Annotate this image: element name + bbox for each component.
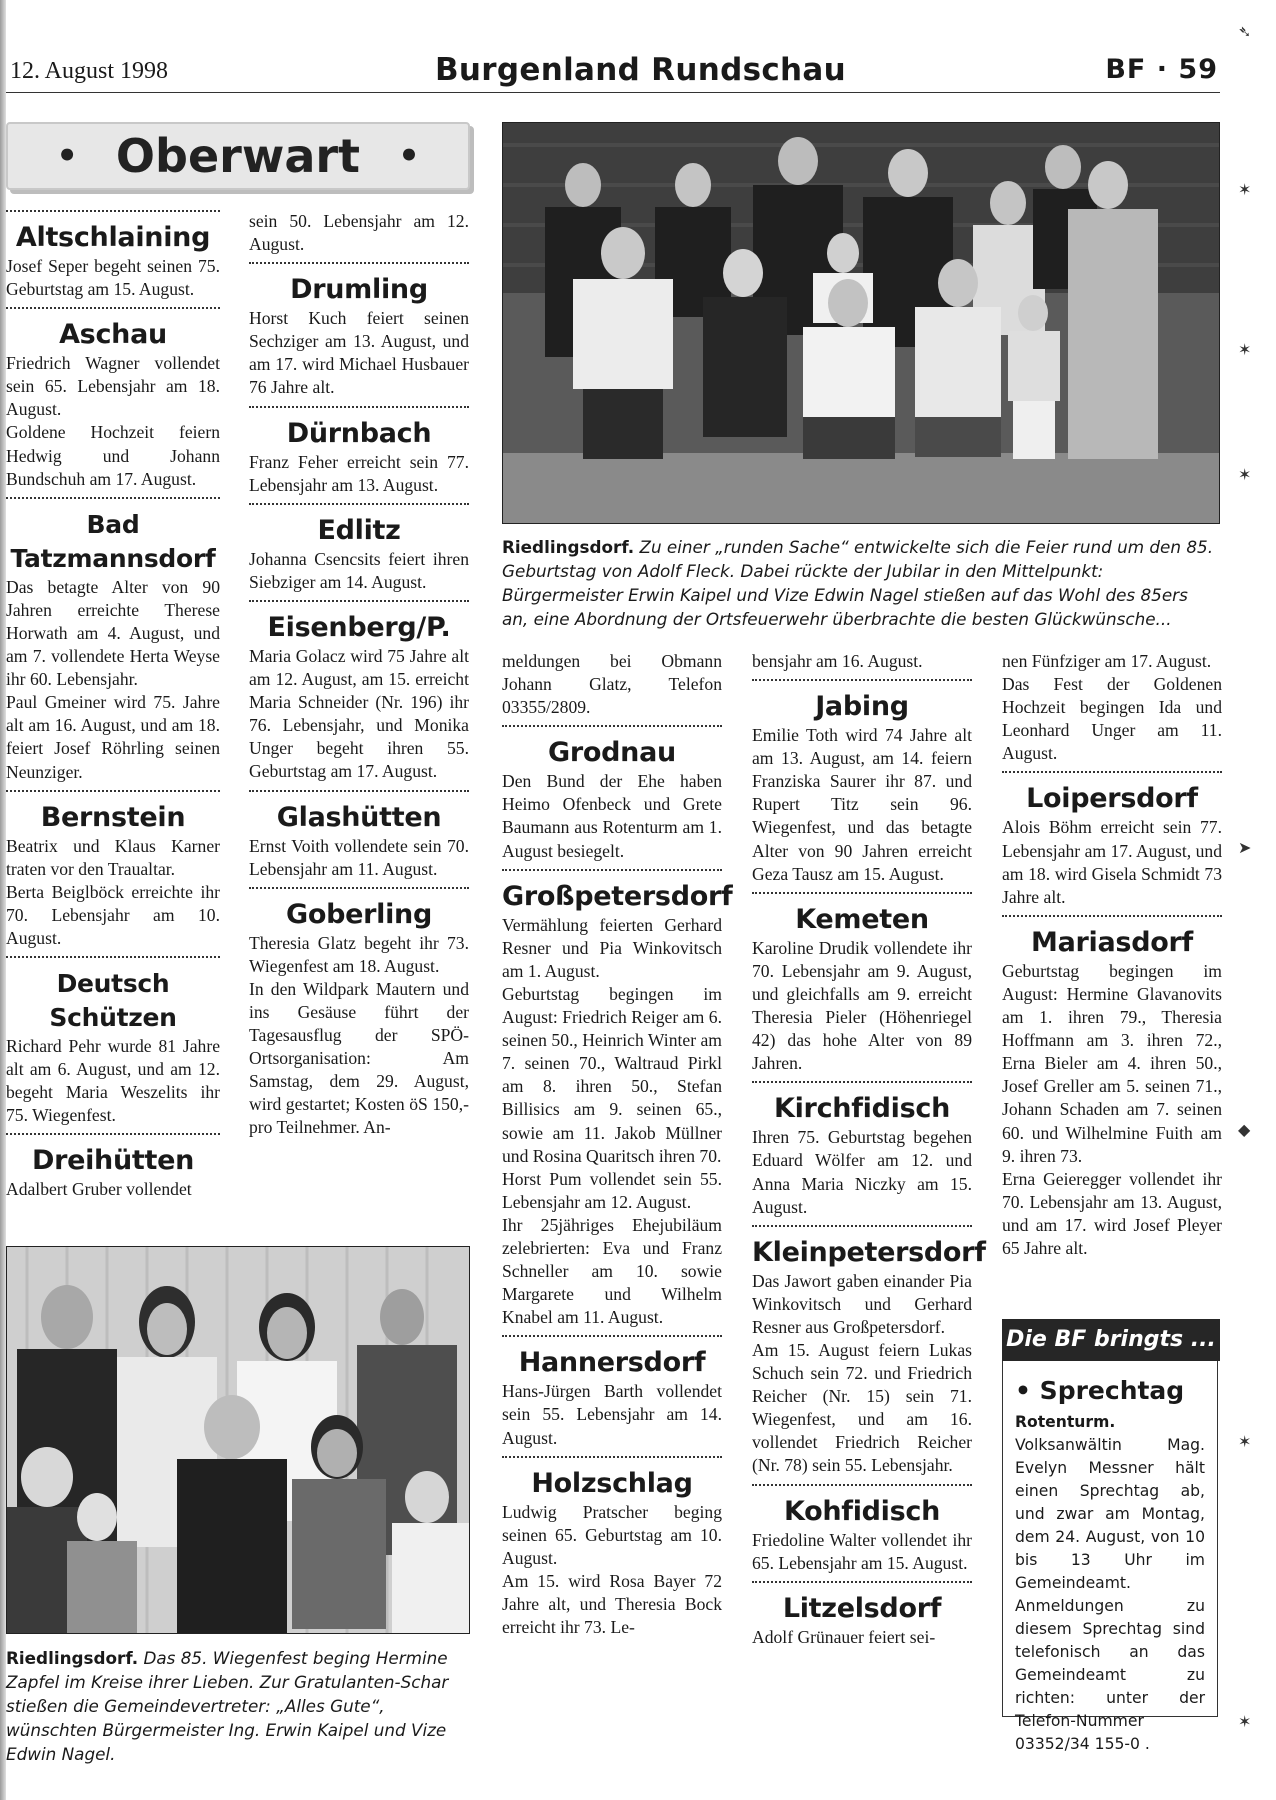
caption-place: Riedlingsdorf. — [502, 537, 635, 557]
margin-mark: ✶ — [1238, 1434, 1252, 1451]
town-news: Johanna Csencsits feiert ihren Siebziger am 14. August. — [249, 548, 469, 592]
town-heading: Dreihütten — [6, 1133, 220, 1178]
town-news: Adolf Grünauer feiert sei- — [752, 1626, 936, 1647]
town-news: Am 15. August feiern Lukas Schuch sein 72. und Friedrich Reicher (Nr. 15) sein 71. Wiegenfest, und am 16. vollendet Friedrich Reicher (Nr. 78) sein 55. Lebensjahr. — [752, 1339, 972, 1476]
town-news: Josef Seper begeht seinen 75. Geburtstag am 15. August. — [6, 256, 220, 300]
group-photo-fleck — [502, 122, 1220, 524]
town-news: Maria Golacz wird 75 Jahre alt am 12. August, am 15. erreicht Maria Schneider (Nr. 196) ihr 76. Lebensjahr, und Monika Unger begeht ihren 55. Geburtstag am 17. August. — [249, 645, 469, 782]
town-news: Richard Pehr wurde 81 Jahre alt am 6. August, und am 12. begeht Maria Weszelits ihr 75. Wiegenfest. — [6, 1036, 220, 1126]
page-number: BF · 59 — [1105, 54, 1218, 85]
town-news: Emilie Toth wird 74 Jahre alt am 13. August, am 14. feiern Franziska Saurer ihr 87. und Rupert Titz sein 96. Wiegenfest, und das betagte Alter von 90 Jahren erreicht Geza Tausz am 15. August. — [752, 725, 972, 884]
town-news: Vermählung feierten Gerhard Resner und Pia Winkovitsch am 1. August. — [502, 914, 722, 981]
town-news: Goldene Hochzeit feiern Hedwig und Johann Bundschuh am 17. August. — [6, 422, 220, 489]
infobox-body: Volksanwältin Mag. Evelyn Messner hält einen Sprechtag ab, und zwar am Montag, dem 24. August, von 10 bis 13 Uhr im Gemeindeamt. Anmeldungen zu diesem Sprechtag sind telefonisch an das Gemeindeamt zu richten: unter der Telefon-Nummer 03352/34 155-0 . — [1015, 1436, 1205, 1753]
town-news: Erna Geieregger vollendet ihr 70. Lebensjahr am 13. August, und am 17. wird Josef Pleyer 65 Jahre alt. — [1002, 1168, 1222, 1258]
town-news: Das betagte Alter von 90 Jahren erreichte Therese Horwath am 4. August, und am 7. vollendete Herta Weyse ihr 60. Lebensjahr. — [6, 576, 220, 690]
column-2 — [249, 210, 469, 1140]
infobox-header: Die BF bringts ... — [1002, 1319, 1220, 1361]
group-photo-zapfel — [6, 1246, 470, 1634]
town-heading: Großpetersdorf — [502, 869, 722, 914]
region-banner — [6, 122, 470, 190]
town-heading: Dürnbach — [249, 406, 469, 451]
column-1 — [6, 210, 220, 1202]
town-heading: Deutsch Schützen — [6, 956, 220, 1035]
region-title: Oberwart — [115, 129, 361, 183]
town-heading: Edlitz — [249, 503, 469, 548]
town-heading: Hannersdorf — [502, 1335, 722, 1380]
caption-text: Zu einer „runden Sache“ entwickelte sich die Feier rund um den 85. Geburtstag von Adolf Fleck. Dabei rückte der Jubilar in den Mittelpunkt: Bürgermeister Erwin Kaipel und Vize Edwin Nagel stießen auf das Wohl des 85ers an, eine Abordnung der Ortsfeuerwehr überbrachte die besten Glückwünsche... — [502, 537, 1214, 629]
column-5 — [1002, 650, 1222, 1260]
town-news: Das Jawort gaben einander Pia Winkovitsch und Gerhard Resner aus Großpetersdorf. — [752, 1270, 972, 1337]
town-heading: Drumling — [249, 262, 469, 307]
photo-image — [503, 123, 1219, 523]
town-heading: Altschlaining — [6, 210, 220, 255]
margin-mark: ✶ — [1238, 467, 1252, 484]
margin-mark: ✶ — [1238, 1714, 1252, 1731]
town-news: Franz Feher erreicht sein 77. Lebensjahr am 13. August. — [249, 451, 469, 495]
town-heading: Grodnau — [502, 725, 722, 770]
town-heading: Kirchfidisch — [752, 1081, 972, 1126]
town-news: In den Wildpark Mautern und ins Gesäuse führt der Tagesausflug der SPÖ-Ortsorganisation: Am Samstag, dem 29. August, wird gestartet; Kosten öS 150,- pro Teilnehmer. An- — [249, 978, 469, 1138]
margin-mark: ✶ — [1238, 342, 1252, 359]
continued-text: meldungen bei Obmann Johann Glatz, Telefon 03355/2809. — [502, 651, 722, 718]
header-rule — [6, 92, 1220, 93]
town-heading: Eisenberg/P. — [249, 600, 469, 645]
town-heading: Mariasdorf — [1002, 915, 1222, 960]
town-heading: Holzschlag — [502, 1456, 722, 1501]
margin-mark: ➴ — [1238, 24, 1252, 41]
town-news: Hans-Jürgen Barth vollendet sein 55. Lebensjahr am 14. August. — [502, 1381, 722, 1448]
town-news: Beatrix und Klaus Karner traten vor den Traualtar. — [6, 835, 220, 879]
continued-text: nen Fünfziger am 17. August. — [1002, 651, 1212, 671]
town-news: Karoline Drudik vollendete ihr 70. Lebensjahr am 9. August, und gleichfalls am 9. erreicht Theresia Pieler (Höhenriegel 42) das hohe Alter von 89 Jahren. — [752, 937, 972, 1074]
town-news: Alois Böhm erreicht sein 77. Lebensjahr am 17. August, und am 18. wird Gisela Schmidt 73 Jahre alt. — [1002, 817, 1222, 907]
margin-mark: ◆ — [1238, 1122, 1251, 1139]
banner-dot-right: • — [398, 136, 420, 176]
town-news: Adalbert Gruber vollendet — [6, 1179, 192, 1200]
caption-place: Riedlingsdorf. — [6, 1648, 139, 1668]
town-heading: Kleinpetersdorf — [752, 1225, 972, 1270]
continued-text: bensjahr am 16. August. — [752, 651, 923, 671]
town-news: Den Bund der Ehe haben Heimo Ofenbeck und Grete Baumann aus Rotenturm am 1. August besiegelt. — [502, 771, 722, 861]
photo-image — [7, 1247, 469, 1633]
town-news: Horst Pum vollendet sein 55. Lebensjahr am 12. August. — [502, 1168, 722, 1212]
town-heading: Loipersdorf — [1002, 771, 1222, 816]
column-3 — [502, 650, 733, 1639]
continued-text: sein 50. Lebensjahr am 12. August. — [249, 211, 469, 255]
photo-caption-zapfel — [6, 1646, 468, 1766]
town-news: Berta Beiglböck erreichte ihr 70. Lebensjahr am 10. August. — [6, 881, 220, 948]
town-news: Ihr 25jähriges Ehejubiläum zelebrierten: Eva und Franz Schneller am 10. sowie Margarete und Wilhelm Knabel am 11. August. — [502, 1214, 722, 1328]
town-heading: Kohfidisch — [752, 1484, 972, 1529]
town-news: Am 15. wird Rosa Bayer 72 Jahre alt, und Theresia Bock erreicht ihr 73. Le- — [502, 1570, 722, 1638]
continued-text: Das Fest der Goldenen Hochzeit begingen Ida und Leonhard Unger am 11. August. — [1002, 674, 1222, 764]
infobox — [1002, 1361, 1218, 1753]
infobox-place: Rotenturm. — [1015, 1413, 1116, 1431]
banner-dot-left: • — [56, 136, 78, 176]
town-news: Friedrich Wagner vollendet sein 65. Lebensjahr am 18. August. — [6, 353, 220, 420]
town-news: Paul Gmeiner wird 75. Jahre alt am 16. August, und am 18. feiert Josef Röhrling seinen Neunziger. — [6, 692, 220, 782]
town-news: Theresia Glatz begeht ihr 73. Wiegenfest am 18. August. — [249, 932, 469, 976]
town-news: Geburtstag begingen im August: Hermine Glavanovits am 1. ihren 79., Theresia Hoffmann am 3. ihren 72., Erna Bieler am 4. ihren 50., Josef Greller am 5. seinen 71., Johann Schaden am 7. seinen 60. und Wilhelmine Fuith am 9. ihren 73. — [1002, 960, 1222, 1166]
photo-caption-fleck — [502, 535, 1218, 631]
town-news: Geburtstag begingen im August: Friedrich Reiger am 6. seinen 50., Heinrich Winter am 7. seinen 70., Waltraud Pirkl am 8. ihren 50., Stefan Billisics am 9. seinen 65., sowie am 11. Jakob Müllner und Rosina Quaritsch ihren 70. — [502, 983, 722, 1166]
town-news: Ludwig Pratscher beging seinen 65. Geburtstag am 10. August. — [502, 1501, 722, 1568]
margin-mark: ✶ — [1238, 182, 1252, 199]
town-heading: Goberling — [249, 887, 469, 932]
margin-mark: ➤ — [1238, 840, 1252, 857]
town-news: Friedoline Walter vollendet ihr 65. Lebensjahr am 15. August. — [752, 1529, 972, 1573]
newspaper-title: Burgenland Rundschau — [435, 52, 846, 88]
town-heading: Kemeten — [752, 892, 972, 937]
town-heading: Bernstein — [6, 790, 220, 835]
caption-text: Das 85. Wiegenfest beging Hermine Zapfel im Kreise ihrer Lieben. Zur Gratulanten-Schar stießen die Gemeindevertreter: „Alles Gute“, wünschten Bürgermeister Ing. Erwin Kaipel und Vize Edwin Nagel. — [6, 1648, 449, 1764]
infobox-text — [1015, 1411, 1205, 1756]
town-news: Ernst Voith vollendete sein 70. Lebensjahr am 11. August. — [249, 835, 469, 879]
town-heading: Bad Tatzmannsdorf — [6, 497, 220, 576]
town-heading: Glashütten — [249, 790, 469, 835]
town-heading: Aschau — [6, 307, 220, 352]
town-news: Ihren 75. Geburtstag begehen Eduard Wölfer am 12. und Anna Maria Niczky am 15. August. — [752, 1127, 972, 1217]
infobox-title: • Sprechtag — [1015, 1376, 1185, 1405]
column-4 — [752, 650, 986, 1649]
issue-date: 12. August 1998 — [10, 58, 169, 84]
town-heading: Jabing — [752, 679, 972, 724]
town-news: Horst Kuch feiert seinen Sechziger am 13. August, und am 17. wird Michael Husbauer 76 Jahre alt. — [249, 308, 469, 398]
town-heading: Litzelsdorf — [752, 1581, 972, 1626]
